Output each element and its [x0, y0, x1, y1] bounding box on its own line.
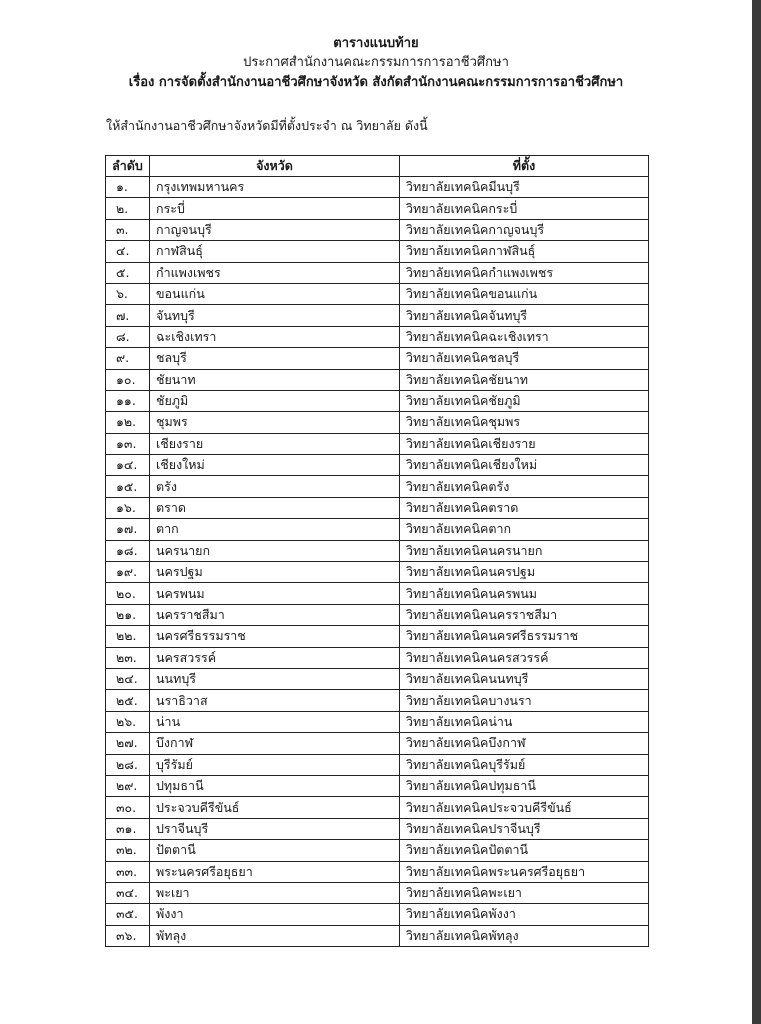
row-number: ๓. [106, 219, 150, 240]
row-number: ๒๕. [106, 690, 150, 711]
row-location: วิทยาลัยเทคนิคนครศรีธรรมราช [400, 626, 649, 647]
row-number: ๑. [106, 177, 150, 198]
row-number: ๓๐. [106, 797, 150, 818]
row-location: วิทยาลัยเทคนิคเชียงราย [400, 433, 649, 454]
table-row [106, 797, 649, 818]
table-row [106, 390, 649, 411]
row-number: ๑๒. [106, 412, 150, 433]
row-location: วิทยาลัยเทคนิคปัตตานี [400, 840, 649, 861]
row-province: พังงา [150, 904, 400, 925]
row-location: วิทยาลัยเทคนิคพัทลุง [400, 925, 649, 946]
row-province: พะเยา [150, 882, 400, 903]
row-location: วิทยาลัยเทคนิคพังงา [400, 904, 649, 925]
row-number: ๑๔. [106, 455, 150, 476]
table-row [106, 562, 649, 583]
row-province: ชัยนาท [150, 369, 400, 390]
table-row [106, 775, 649, 796]
row-province: นราธิวาส [150, 690, 400, 711]
row-number: ๓๔. [106, 882, 150, 903]
row-location: วิทยาลัยเทคนิคตรัง [400, 476, 649, 497]
table-row [106, 305, 649, 326]
row-number: ๒๘. [106, 754, 150, 775]
table-row [106, 497, 649, 518]
row-number: ๓๑. [106, 818, 150, 839]
table-row [106, 604, 649, 625]
table-body [106, 177, 649, 947]
document-title: ตารางแนบท้าย [333, 36, 419, 51]
row-number: ๕. [106, 262, 150, 283]
table-row [106, 882, 649, 903]
row-province: จันทบุรี [150, 305, 400, 326]
row-location: วิทยาลัยเทคนิคนครราชสีมา [400, 604, 649, 625]
row-province: พัทลุง [150, 925, 400, 946]
row-province: บุรีรัมย์ [150, 754, 400, 775]
row-province: กรุงเทพมหานคร [150, 177, 400, 198]
table-row [106, 412, 649, 433]
row-number: ๒๖. [106, 711, 150, 732]
table-row [106, 690, 649, 711]
row-province: ปัตตานี [150, 840, 400, 861]
row-location: วิทยาลัยเทคนิคประจวบคีรีขันธ์ [400, 797, 649, 818]
row-province: ตาก [150, 519, 400, 540]
row-location: วิทยาลัยเทคนิคพะเยา [400, 882, 649, 903]
table-row [106, 818, 649, 839]
document-subject: เรื่อง การจัดตั้งสำนักงานอาชีวศึกษาจังหวัด สังกัดสำนักงานคณะกรรมการการอาชีวศึกษา [128, 75, 624, 90]
table-row [106, 348, 649, 369]
table-row [106, 668, 649, 689]
row-province: นนทบุรี [150, 668, 400, 689]
row-province: กระบี่ [150, 198, 400, 219]
row-number: ๓๓. [106, 861, 150, 882]
row-number: ๑๑. [106, 390, 150, 411]
row-province: ชัยภูมิ [150, 390, 400, 411]
row-province: กาญจนบุรี [150, 219, 400, 240]
row-location: วิทยาลัยเทคนิคเชียงใหม่ [400, 455, 649, 476]
row-location: วิทยาลัยเทคนิคนครพนม [400, 583, 649, 604]
row-location: วิทยาลัยเทคนิคฉะเชิงเทรา [400, 326, 649, 347]
row-number: ๒๒. [106, 626, 150, 647]
row-number: ๒๙. [106, 775, 150, 796]
table-row [106, 476, 649, 497]
table-row [106, 369, 649, 390]
table-row [106, 861, 649, 882]
row-location: วิทยาลัยเทคนิคนนทบุรี [400, 668, 649, 689]
table-row [106, 840, 649, 861]
row-number: ๒๐. [106, 583, 150, 604]
row-number: ๑๘. [106, 540, 150, 561]
row-number: ๑๕. [106, 476, 150, 497]
header-province: จังหวัด [150, 156, 400, 177]
table-row [106, 283, 649, 304]
row-province: ฉะเชิงเทรา [150, 326, 400, 347]
row-location: วิทยาลัยเทคนิคนครนายก [400, 540, 649, 561]
table-row [106, 583, 649, 604]
intro-text: ให้สำนักงานอาชีวศึกษาจังหวัดมีที่ตั้งประจำ ณ วิทยาลัย ดังนี้ [106, 118, 428, 133]
row-number: ๙. [106, 348, 150, 369]
row-province: นครปฐม [150, 562, 400, 583]
table-row [106, 519, 649, 540]
table-row [106, 241, 649, 262]
row-number: ๑๙. [106, 562, 150, 583]
row-location: วิทยาลัยเทคนิคจันทบุรี [400, 305, 649, 326]
row-number: ๑๓. [106, 433, 150, 454]
row-province: ปราจีนบุรี [150, 818, 400, 839]
table-row [106, 626, 649, 647]
row-number: ๓๕. [106, 904, 150, 925]
row-number: ๓๒. [106, 840, 150, 861]
table-row [106, 262, 649, 283]
row-number: ๔. [106, 241, 150, 262]
row-location: วิทยาลัยเทคนิคกาฬสินธุ์ [400, 241, 649, 262]
table-row [106, 540, 649, 561]
document-announcement: ประกาศสำนักงานคณะกรรมการการอาชีวศึกษา [243, 55, 509, 70]
row-location: วิทยาลัยเทคนิคนครสวรรค์ [400, 647, 649, 668]
row-location: วิทยาลัยเทคนิคน่าน [400, 711, 649, 732]
row-province: น่าน [150, 711, 400, 732]
row-province: บึงกาฬ [150, 733, 400, 754]
row-province: ชลบุรี [150, 348, 400, 369]
table-row [106, 219, 649, 240]
row-province: ชุมพร [150, 412, 400, 433]
row-location: วิทยาลัยเทคนิคบุรีรัมย์ [400, 754, 649, 775]
row-province: นครนายก [150, 540, 400, 561]
table-row [106, 925, 649, 946]
row-location: วิทยาลัยเทคนิคมีนบุรี [400, 177, 649, 198]
row-location: วิทยาลัยเทคนิคนครปฐม [400, 562, 649, 583]
row-location: วิทยาลัยเทคนิคกระบี่ [400, 198, 649, 219]
row-location: วิทยาลัยเทคนิคตราด [400, 497, 649, 518]
row-number: ๒. [106, 198, 150, 219]
row-location: วิทยาลัยเทคนิคชลบุรี [400, 348, 649, 369]
row-location: วิทยาลัยเทคนิคชัยนาท [400, 369, 649, 390]
row-number: ๒๗. [106, 733, 150, 754]
row-number: ๑๐. [106, 369, 150, 390]
row-number: ๖. [106, 283, 150, 304]
header-number: ลำดับ [106, 156, 150, 177]
header-location: ที่ตั้ง [400, 156, 649, 177]
table-row [106, 326, 649, 347]
row-number: ๒๔. [106, 668, 150, 689]
row-location: วิทยาลัยเทคนิคบึงกาฬ [400, 733, 649, 754]
row-number: ๘. [106, 326, 150, 347]
row-number: ๑๗. [106, 519, 150, 540]
row-province: นครราชสีมา [150, 604, 400, 625]
row-province: นครสวรรค์ [150, 647, 400, 668]
table-row [106, 711, 649, 732]
row-number: ๑๖. [106, 497, 150, 518]
row-location: วิทยาลัยเทคนิคกาญจนบุรี [400, 219, 649, 240]
row-province: ขอนแก่น [150, 283, 400, 304]
row-province: ตรัง [150, 476, 400, 497]
row-number: ๒๓. [106, 647, 150, 668]
row-number: ๒๑. [106, 604, 150, 625]
row-province: ปทุมธานี [150, 775, 400, 796]
row-location: วิทยาลัยเทคนิคชุมพร [400, 412, 649, 433]
row-province: นครศรีธรรมราช [150, 626, 400, 647]
row-location: วิทยาลัยเทคนิคบางนรา [400, 690, 649, 711]
row-location: วิทยาลัยเทคนิคพระนครศรีอยุธยา [400, 861, 649, 882]
table-row [106, 177, 649, 198]
table-row [106, 433, 649, 454]
table-row [106, 733, 649, 754]
row-province: กำแพงเพชร [150, 262, 400, 283]
row-location: วิทยาลัยเทคนิคชัยภูมิ [400, 390, 649, 411]
table-row [106, 455, 649, 476]
row-province: กาฬสินธุ์ [150, 241, 400, 262]
table-row [106, 198, 649, 219]
row-location: วิทยาลัยเทคนิคปทุมธานี [400, 775, 649, 796]
row-location: วิทยาลัยเทคนิคขอนแก่น [400, 283, 649, 304]
row-province: นครพนม [150, 583, 400, 604]
row-location: วิทยาลัยเทคนิคตาก [400, 519, 649, 540]
office-location-table [105, 155, 649, 947]
row-province: เชียงใหม่ [150, 455, 400, 476]
row-province: ประจวบคีรีขันธ์ [150, 797, 400, 818]
row-province: พระนครศรีอยุธยา [150, 861, 400, 882]
row-number: ๓๖. [106, 925, 150, 946]
table-row [106, 754, 649, 775]
table-row [106, 647, 649, 668]
table-header-row [106, 156, 649, 177]
row-location: วิทยาลัยเทคนิคกำแพงเพชร [400, 262, 649, 283]
row-province: ตราด [150, 497, 400, 518]
row-location: วิทยาลัยเทคนิคปราจีนบุรี [400, 818, 649, 839]
row-province: เชียงราย [150, 433, 400, 454]
table-row [106, 904, 649, 925]
row-number: ๗. [106, 305, 150, 326]
